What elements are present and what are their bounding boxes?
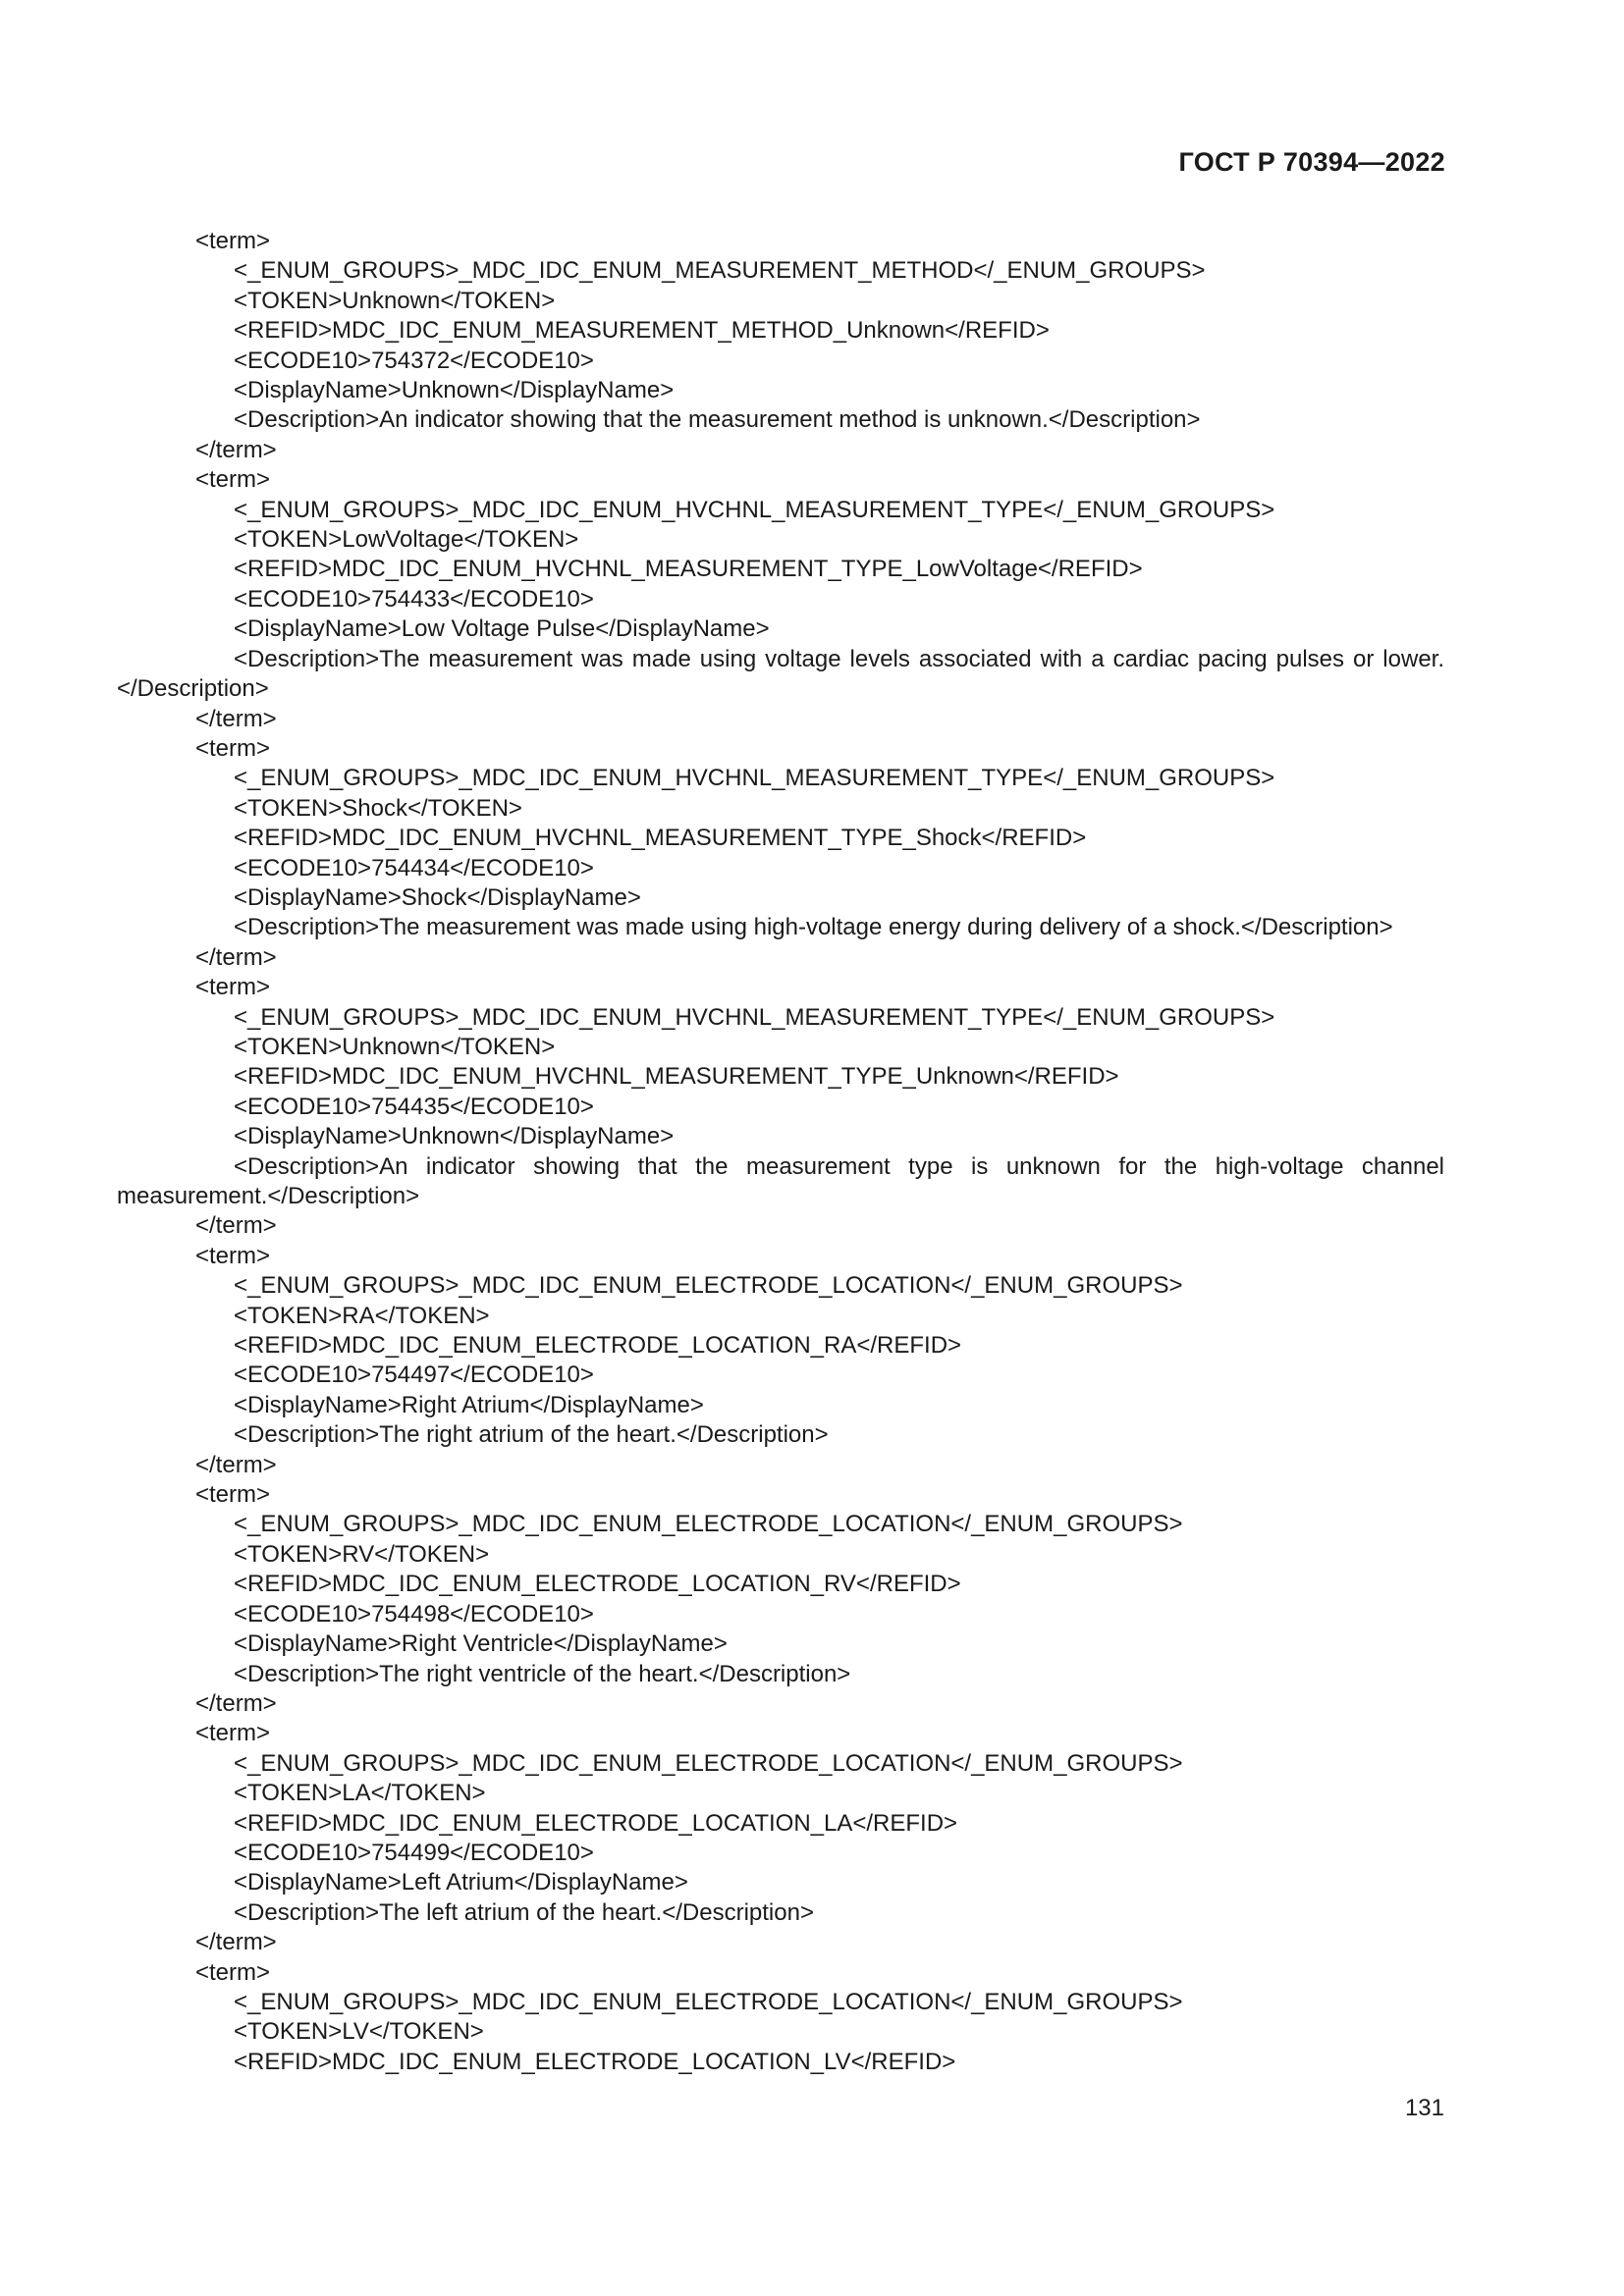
code-line: <REFID>MDC_IDC_ENUM_ELECTRODE_LOCATION_LV</REFID>: [234, 2048, 956, 2075]
code-line: <_ENUM_GROUPS>_MDC_IDC_ENUM_HVCHNL_MEASUREMENT_TYPE</_ENUM_GROUPS>: [234, 1003, 1275, 1031]
xml-listing: [117, 227, 1444, 2077]
code-line: </term>: [195, 1929, 277, 1956]
code-line: <DisplayName>Low Voltage Pulse</DisplayName>: [234, 615, 770, 643]
code-line: <DisplayName>Right Atrium</DisplayName>: [234, 1391, 704, 1418]
code-line: <TOKEN>Unknown</TOKEN>: [234, 1033, 556, 1060]
code-line: <term>: [195, 466, 271, 494]
code-line: <term>: [195, 974, 271, 1001]
code-line: <TOKEN>RV</TOKEN>: [234, 1540, 490, 1568]
code-line: <TOKEN>RA</TOKEN>: [234, 1302, 490, 1329]
code-line: <_ENUM_GROUPS>_MDC_IDC_ENUM_ELECTRODE_LOCATION</_ENUM_GROUPS>: [234, 1749, 1183, 1777]
code-line: <Description>The measurement was made using high-voltage energy during delivery of a shock.</Description>: [234, 914, 1393, 941]
code-line: <TOKEN>LA</TOKEN>: [234, 1780, 486, 1807]
code-line: <REFID>MDC_IDC_ENUM_HVCHNL_MEASUREMENT_TYPE_LowVoltage</REFID>: [234, 556, 1143, 583]
code-line: </term>: [195, 705, 277, 732]
code-line: <term>: [195, 1958, 271, 1986]
code-line: <ECODE10>754435</ECODE10>: [234, 1093, 594, 1120]
code-line: <ECODE10>754498</ECODE10>: [234, 1600, 594, 1628]
code-line: <Description>The right atrium of the heart.</Description>: [234, 1421, 829, 1449]
code-line: <_ENUM_GROUPS>_MDC_IDC_ENUM_ELECTRODE_LOCATION</_ENUM_GROUPS>: [234, 1272, 1183, 1300]
code-line: <TOKEN>Shock</TOKEN>: [234, 794, 522, 822]
code-line: <REFID>MDC_IDC_ENUM_HVCHNL_MEASUREMENT_TYPE_Shock</REFID>: [234, 825, 1087, 852]
code-line: </term>: [195, 436, 277, 463]
page-number: 131: [1404, 2095, 1444, 2121]
code-line: <term>: [195, 734, 271, 762]
code-line: <_ENUM_GROUPS>_MDC_IDC_ENUM_MEASUREMENT_METHOD</_ENUM_GROUPS>: [234, 257, 1206, 285]
code-line: <TOKEN>LV</TOKEN>: [234, 2018, 484, 2046]
code-line: <Description>The right ventricle of the heart.</Description>: [234, 1660, 851, 1687]
code-line: </term>: [195, 1212, 277, 1240]
code-line: <term>: [195, 228, 271, 254]
code-line: <DisplayName>Right Ventricle</DisplayName>: [234, 1630, 728, 1658]
code-line: </term>: [195, 943, 277, 971]
code-line: <ECODE10>754499</ECODE10>: [234, 1839, 594, 1866]
code-line: <DisplayName>Unknown</DisplayName>: [234, 377, 675, 404]
code-line: <term>: [195, 1720, 271, 1747]
code-line: <_ENUM_GROUPS>_MDC_IDC_ENUM_HVCHNL_MEASUREMENT_TYPE</_ENUM_GROUPS>: [234, 765, 1275, 792]
code-line: <Description>An indicator showing that the measurement type is unknown for the high-voltage channel measurement.</Description>: [117, 1152, 1444, 1209]
code-line: </term>: [195, 1451, 277, 1478]
code-line: <REFID>MDC_IDC_ENUM_ELECTRODE_LOCATION_RA</REFID>: [234, 1332, 962, 1360]
code-line: <term>: [195, 1481, 271, 1509]
code-line: <Description>The measurement was made using voltage levels associated with a cardiac pacing pulses or lower.</Description>: [117, 645, 1444, 703]
code-line: <ECODE10>754433</ECODE10>: [234, 585, 594, 613]
code-line: <_ENUM_GROUPS>_MDC_IDC_ENUM_ELECTRODE_LOCATION</_ENUM_GROUPS>: [234, 1988, 1183, 2015]
code-line: <TOKEN>LowVoltage</TOKEN>: [234, 526, 579, 554]
code-line: <DisplayName>Left Atrium</DisplayName>: [234, 1869, 688, 1896]
code-line: <Description>The left atrium of the heart.</Description>: [234, 1898, 814, 1926]
code-line: <DisplayName>Unknown</DisplayName>: [234, 1123, 675, 1150]
code-line: <REFID>MDC_IDC_ENUM_ELECTRODE_LOCATION_LA</REFID>: [234, 1809, 958, 1837]
code-line: <Description>An indicator showing that the measurement method is unknown.</Description>: [234, 406, 1201, 434]
code-line: <REFID>MDC_IDC_ENUM_ELECTRODE_LOCATION_RV</REFID>: [234, 1571, 961, 1598]
code-line: <_ENUM_GROUPS>_MDC_IDC_ENUM_ELECTRODE_LOCATION</_ENUM_GROUPS>: [234, 1511, 1183, 1538]
code-line: <_ENUM_GROUPS>_MDC_IDC_ENUM_HVCHNL_MEASUREMENT_TYPE</_ENUM_GROUPS>: [234, 496, 1275, 523]
code-line: <ECODE10>754372</ECODE10>: [234, 347, 594, 374]
code-line: <ECODE10>754434</ECODE10>: [234, 854, 594, 881]
code-line: <REFID>MDC_IDC_ENUM_HVCHNL_MEASUREMENT_TYPE_Unknown</REFID>: [234, 1063, 1119, 1091]
code-line: <REFID>MDC_IDC_ENUM_MEASUREMENT_METHOD_Unknown</REFID>: [234, 317, 1050, 345]
code-line: <term>: [195, 1242, 271, 1269]
document-header: ГОСТ Р 70394—2022: [1178, 147, 1445, 177]
code-line: <DisplayName>Shock</DisplayName>: [234, 883, 641, 911]
code-line: </term>: [195, 1689, 277, 1717]
code-line: <ECODE10>754497</ECODE10>: [234, 1362, 594, 1389]
code-line: <TOKEN>Unknown</TOKEN>: [234, 287, 556, 314]
